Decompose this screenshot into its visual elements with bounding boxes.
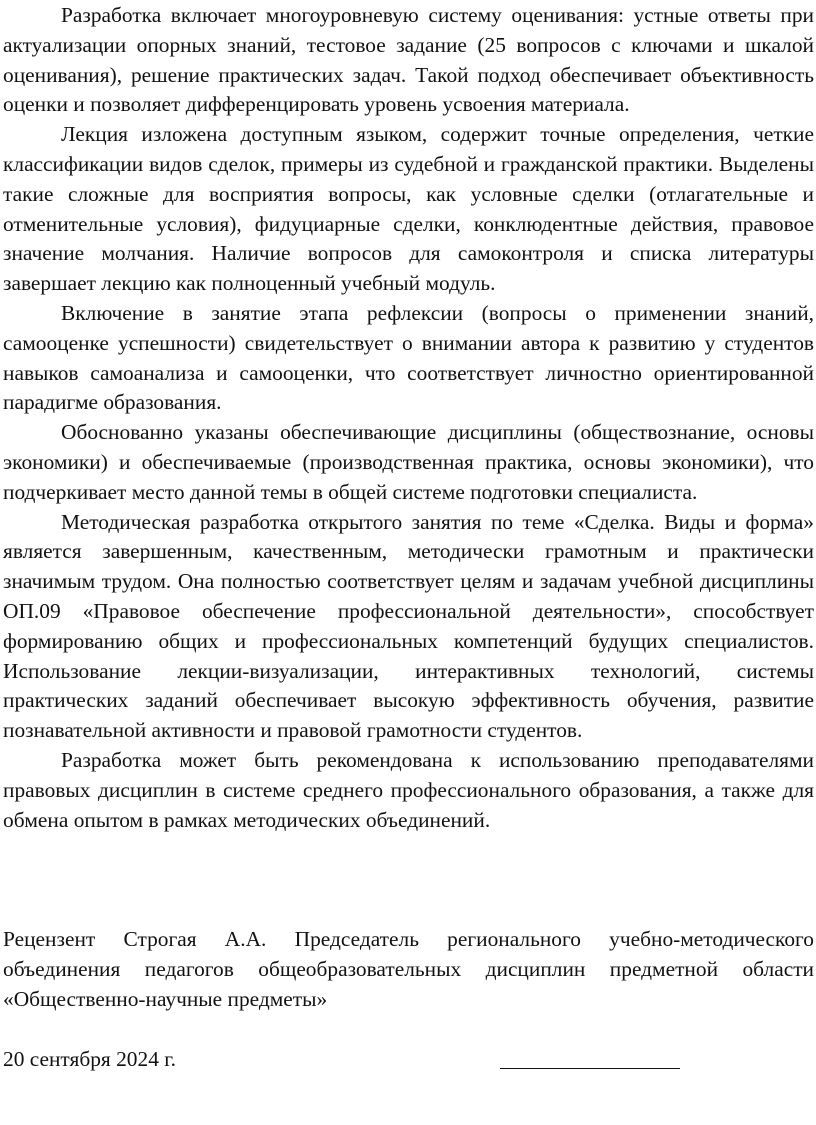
review-date: 20 сентября 2024 г. <box>3 1046 176 1071</box>
paragraph-assessment: Разработка включает многоуровневую систему оценивания: устные ответы при актуализации опорных знаний, тестовое задание (25 вопросов с ключами и шкалой оценивания), решение практических задач. Такой подход обеспечивает объективность оценки и позволяет дифференцировать уровень усвоения материала. <box>3 3 814 117</box>
paragraph-reflection: Включение в занятие этапа рефлексии (вопросы о применении знаний, самооценке успешности) свидетельствует о внимании автора к развитию у студентов навыков самоанализа и самооценки, что соответствует личностно ориентированной парадигме образования. <box>3 300 814 415</box>
reviewer-signature-block: Рецензент Строгая А.А. Председатель регионального учебно-методического объединения педагогов общеобразовательных дисциплин предметной области «Общественно-научные предметы» <box>3 927 814 1011</box>
paragraph-lecture: Лекция изложена доступным языком, содержит точные определения, четкие классификации видов сделок, примеры из судебной и гражданской практики. Выделены такие сложные для восприятия вопросы, как условные сделки (отлагательные и отменительные условия), фидуциарные сделки, конклюдентные действия, правовое значение молчания. Наличие вопросов для самоконтроля и списка литературы завершает лекцию как полноценный учебный модуль. <box>3 122 814 296</box>
paragraph-disciplines: Обоснованно указаны обеспечивающие дисциплины (обществознание, основы экономики) и обеспечиваемые (производственная практика, основы экономики), что подчеркивает место данной темы в общей системе подготовки специалиста. <box>3 420 814 504</box>
spacer <box>3 835 814 925</box>
signature-line <box>500 1068 680 1069</box>
date-row <box>3 1045 814 1075</box>
paragraph-conclusion: Методическая разработка открытого занятия по теме «Сделка. Виды и форма» является завершенным, качественным, методически грамотным и практически значимым трудом. Она полностью соответствует целям и задачам учебной дисциплины ОП.09 «Правовое обеспечение профессиональной деятельности», способствует формированию общих и профессиональных компетенций будущих специалистов. Использование лекции-визуализации, интерактивных технологий, системы практических заданий обеспечивает высокую эффективность обучения, развитие познавательной активности и правовой грамотности студентов. <box>3 509 814 743</box>
paragraph-recommendation: Разработка может быть рекомендована к использованию преподавателями правовых дисциплин в системе среднего профессионального образования, а также для обмена опытом в рамках методических объединений. <box>3 747 814 832</box>
